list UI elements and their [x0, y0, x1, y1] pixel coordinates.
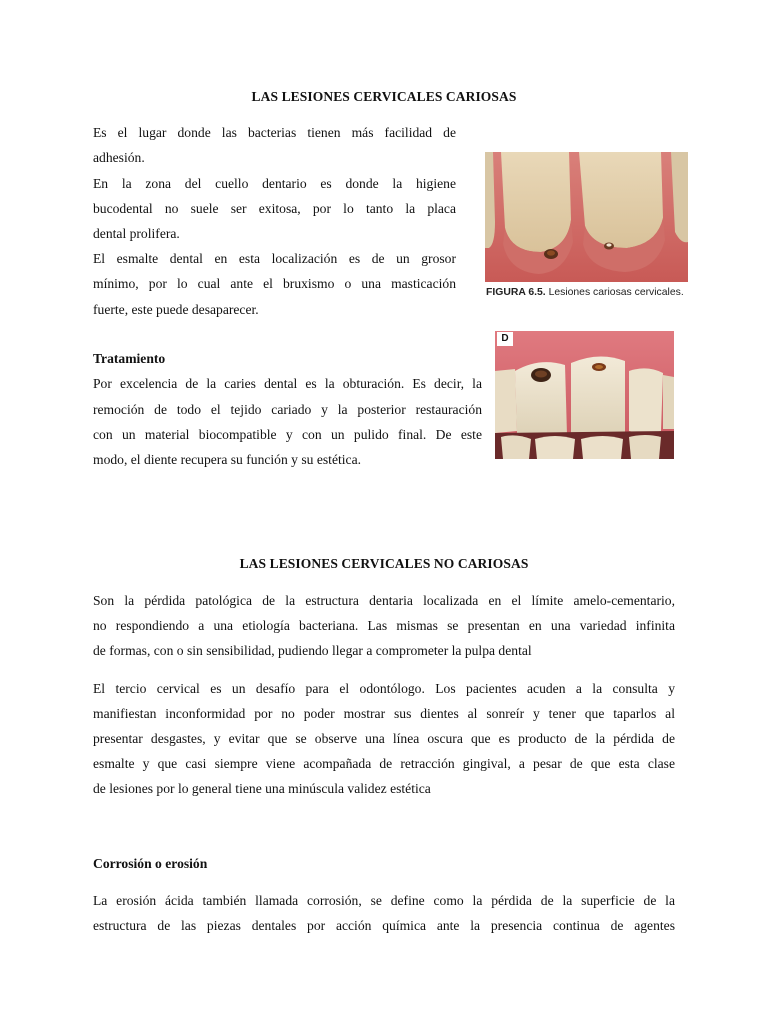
text-line: no respondiendo a una etiología bacteriana. Las mismas se presentan en una variedad infinita	[93, 618, 675, 633]
text-line: adhesión.	[93, 150, 145, 165]
text-line: con un material biocompatible y con un pulido final. De este	[93, 427, 482, 442]
text-line: Es el lugar donde las bacterias tienen más facilidad de	[93, 125, 456, 140]
text-line: estructura de las piezas dentales por acción química ante la presencia continua de agentes	[93, 918, 675, 933]
subheading-corrosion: Corrosión o erosión	[93, 856, 208, 871]
figure-restoration-photo	[495, 331, 674, 459]
text-line: remoción de todo el tejido cariado y la posterior restauración	[93, 402, 482, 417]
figure-caption-label: FIGURA 6.5.	[486, 287, 546, 298]
figure-panel-label: D	[497, 332, 513, 346]
section-title-cariosas: LAS LESIONES CERVICALES CARIOSAS	[251, 89, 517, 104]
teeth-photo-image	[485, 152, 688, 282]
text-line: fuerte, este puede desaparecer.	[93, 302, 259, 317]
text-line: mínimo, por lo cual ante el bruxismo o una masticación	[93, 276, 456, 291]
text-line: de formas, con o sin sensibilidad, pudiendo llegar a comprometer la pulpa dental	[93, 643, 532, 658]
figure-cervical-caries-photo	[485, 152, 688, 282]
section-title-no-cariosas: LAS LESIONES CERVICALES NO CARIOSAS	[239, 556, 529, 571]
text-line: presentar desgastes, y evitar que se observe una línea oscura que es producto de la pérdida de	[93, 731, 675, 746]
text-line: El esmalte dental en esta localización es de un grosor	[93, 251, 456, 266]
figure-caption-text: Lesiones cariosas cervicales.	[548, 287, 684, 298]
text-line: dental prolifera.	[93, 226, 180, 241]
text-line: bucodental no suele ser exitosa, por lo tanto la placa	[93, 201, 456, 216]
text-line: El tercio cervical es un desafío para el odontólogo. Los pacientes acuden a la consulta y	[93, 681, 675, 696]
text-line: de lesiones por lo general tiene una minúscula validez estética	[93, 781, 431, 796]
text-line: En la zona del cuello dentario es donde la higiene	[93, 176, 456, 191]
text-line: La erosión ácida también llamada corrosión, se define como la pérdida de la superficie de la	[93, 893, 675, 908]
subheading-tratamiento: Tratamiento	[93, 351, 166, 366]
teeth-closeup-image	[495, 331, 674, 459]
text-line: esmalte y que casi siempre viene acompañada de retracción gingival, a pesar de que esta clase	[93, 756, 675, 771]
text-line: modo, el diente recupera su función y su estética.	[93, 452, 362, 467]
figure-caption	[486, 287, 696, 298]
text-line: Son la pérdida patológica de la estructura dentaria localizada en el límite amelo-cementario,	[93, 593, 675, 608]
text-line: Por excelencia de la caries dental es la obturación. Es decir, la	[93, 376, 482, 391]
text-line: manifiestan inconformidad por no poder mostrar sus dientes al sonreír y tener que taparlos al	[93, 706, 675, 721]
